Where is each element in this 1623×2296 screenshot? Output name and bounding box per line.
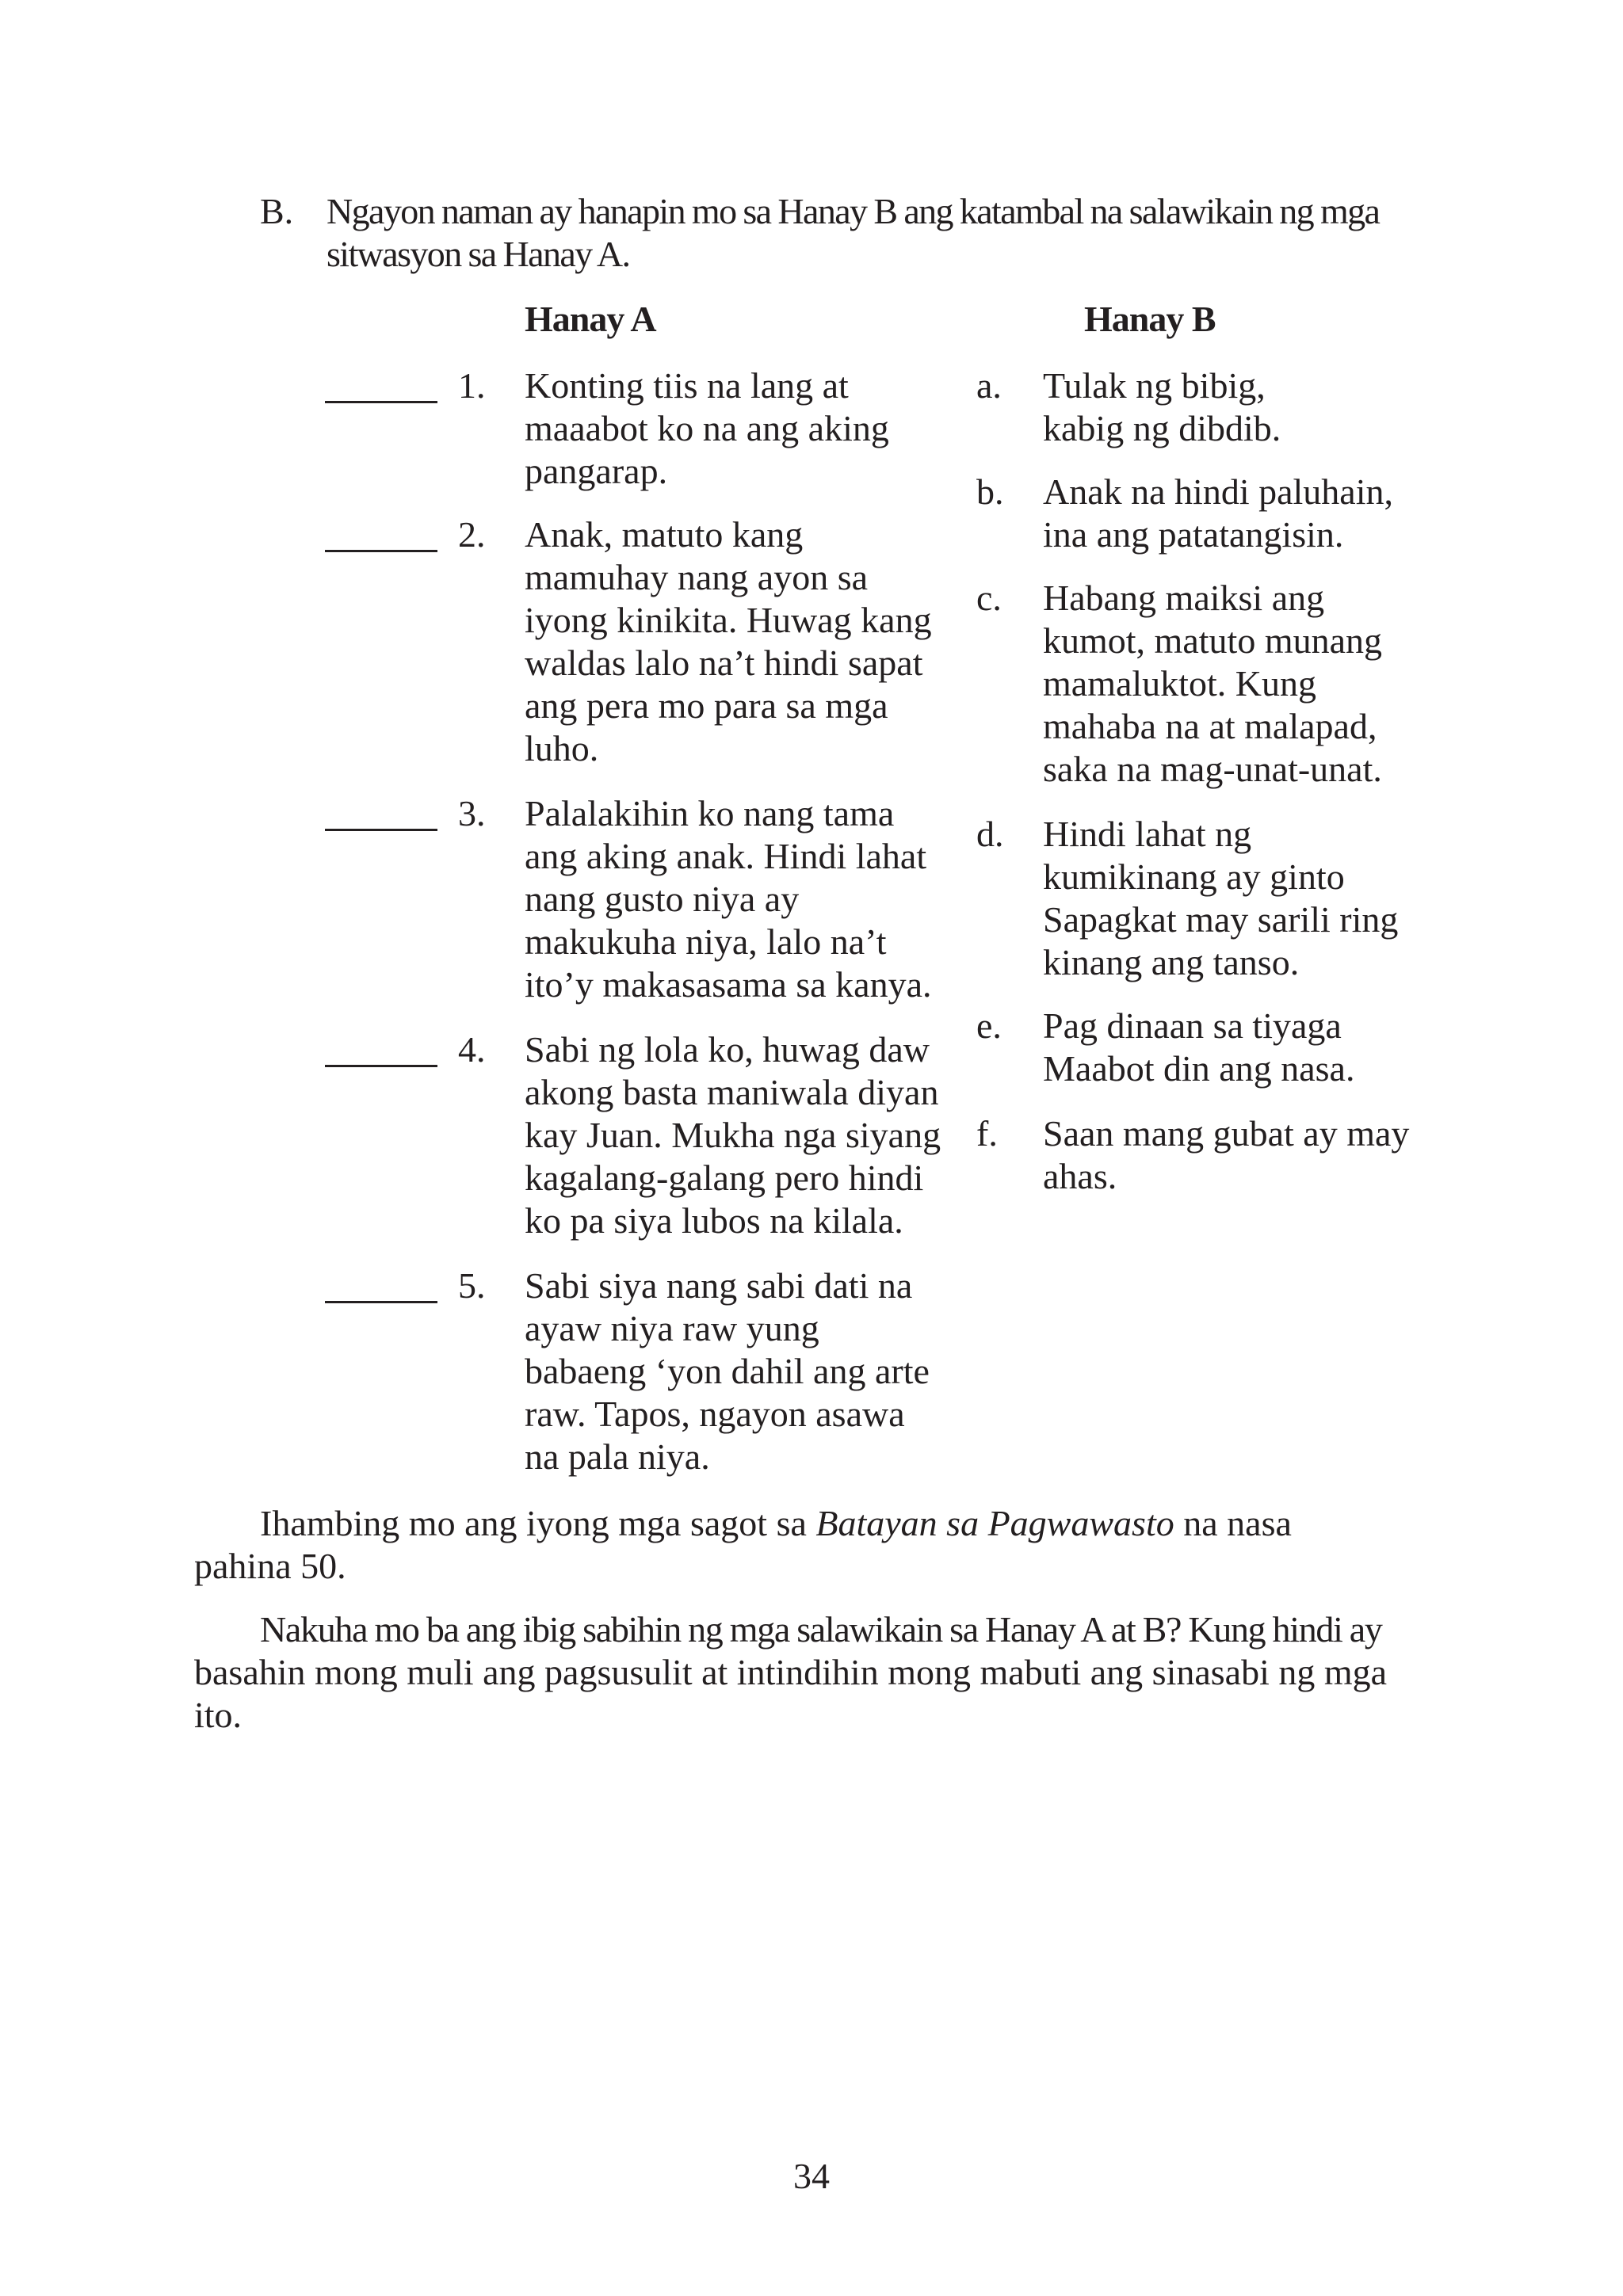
item-text (525, 792, 968, 1006)
closing-paragraph-2-line-2: basahin mong muli ang pagsusulit at intindihin mong mabuti ang sinasabi ng mga (194, 1652, 1388, 1692)
answer-blank[interactable] (325, 364, 437, 403)
item-letter: d. (976, 814, 1004, 854)
item-line: Pag dinaan sa tiyaga (1043, 1005, 1342, 1046)
closing-paragraph-1-line-1 (260, 1502, 1292, 1545)
item-line: iyong kinikita. Huwag kang (525, 600, 932, 640)
item-number: 5. (458, 1265, 486, 1306)
item-text (1043, 471, 1487, 556)
item-line: makukuha niya, lalo na’t (525, 921, 887, 962)
item-text (1043, 1005, 1487, 1090)
item-line: Anak, matuto kang (525, 514, 804, 555)
closing-paragraph-1-line-2: pahina 50. (194, 1546, 346, 1586)
item-line: ang pera mo para sa mga (525, 685, 888, 726)
item-line: Konting tiis na lang at (525, 365, 849, 406)
item-line: maaabot ko na ang aking (525, 408, 889, 448)
instruction-text (327, 190, 1420, 276)
hanay-b-heading: Hanay B (1084, 299, 1216, 339)
item-line: babaeng ‘yon dahil ang arte (525, 1351, 930, 1391)
item-line: Sapagkat may sarili ring (1043, 899, 1399, 940)
closing-text: Ihambing mo ang iyong mga sagot sa (260, 1503, 816, 1543)
item-letter: b. (976, 471, 1004, 512)
item-text (1043, 813, 1487, 984)
item-line: ayaw niya raw yung (525, 1308, 819, 1348)
closing-paragraph-2-line-1: Nakuha mo ba ang ibig sabihin ng mga salawikain sa Hanay A at B? Kung hindi ay (260, 1609, 1382, 1650)
item-line: Sabi siya nang sabi dati na (525, 1265, 913, 1306)
item-line: ahas. (1043, 1156, 1117, 1196)
item-line: nang gusto niya ay (525, 879, 800, 919)
answer-blank[interactable] (325, 513, 437, 552)
item-line: kabig ng dibdib. (1043, 408, 1281, 448)
item-line: kagalang-galang pero hindi (525, 1158, 924, 1198)
closing-text: na nasa (1174, 1503, 1292, 1543)
answer-blank[interactable] (325, 1028, 437, 1067)
item-letter: e. (976, 1005, 1002, 1046)
page-number: 34 (793, 2156, 830, 2196)
answer-blank[interactable] (325, 792, 437, 831)
item-line: Saan mang gubat ay may (1043, 1113, 1410, 1154)
item-line: luho. (525, 728, 599, 769)
hanay-a-heading: Hanay A (525, 299, 656, 339)
item-line: Anak na hindi paluhain, (1043, 471, 1394, 512)
item-line: pangarap. (525, 451, 668, 491)
answer-key-reference: Batayan sa Pagwawasto (815, 1503, 1174, 1543)
item-text (525, 1028, 968, 1242)
item-line: Habang maiksi ang (1043, 578, 1325, 618)
item-line: waldas lalo na’t hindi sapat (525, 643, 923, 683)
item-number: 2. (458, 514, 486, 555)
item-line: na pala niya. (525, 1436, 710, 1477)
instruction-line: sitwasyon sa Hanay A. (327, 234, 630, 274)
item-text (525, 1264, 968, 1478)
item-line: kumikinang ay ginto (1043, 856, 1345, 897)
instruction-letter: B. (260, 191, 294, 231)
item-line: Palalakihin ko nang tama (525, 793, 895, 833)
item-line: ito’y makasasama sa kanya. (525, 964, 932, 1005)
item-text (525, 513, 968, 770)
item-line: raw. Tapos, ngayon asawa (525, 1394, 905, 1434)
item-line: mahaba na at malapad, (1043, 706, 1377, 746)
item-line: mamuhay nang ayon sa (525, 557, 869, 597)
closing-paragraph-2-line-3: ito. (194, 1695, 242, 1735)
item-letter: f. (976, 1113, 998, 1154)
instruction-line: Ngayon naman ay hanapin mo sa Hanay B ang katambal na salawikain ng mga (327, 191, 1380, 231)
item-text (1043, 364, 1487, 450)
item-number: 1. (458, 365, 486, 406)
item-line: kay Juan. Mukha nga siyang (525, 1115, 941, 1155)
item-text (1043, 1112, 1487, 1198)
item-number: 3. (458, 793, 486, 833)
item-line: ang aking anak. Hindi lahat (525, 836, 927, 876)
item-letter: c. (976, 578, 1002, 618)
item-number: 4. (458, 1029, 486, 1070)
item-text (1043, 577, 1487, 791)
item-line: akong basta maniwala diyan (525, 1072, 939, 1112)
item-line: kinang ang tanso. (1043, 942, 1300, 982)
item-line: Tulak ng bibig, (1043, 365, 1266, 406)
item-line: ko pa siya lubos na kilala. (525, 1200, 903, 1241)
item-line: Sabi ng lola ko, huwag daw (525, 1029, 930, 1070)
answer-blank[interactable] (325, 1264, 437, 1303)
item-line: Maabot din ang nasa. (1043, 1048, 1355, 1089)
item-line: kumot, matuto munang (1043, 620, 1383, 661)
item-line: saka na mag-unat-unat. (1043, 749, 1382, 789)
item-line: Hindi lahat ng (1043, 814, 1252, 854)
item-line: ina ang patatangisin. (1043, 514, 1344, 555)
item-letter: a. (976, 365, 1002, 406)
item-text (525, 364, 968, 493)
item-line: mamaluktot. Kung (1043, 663, 1316, 704)
